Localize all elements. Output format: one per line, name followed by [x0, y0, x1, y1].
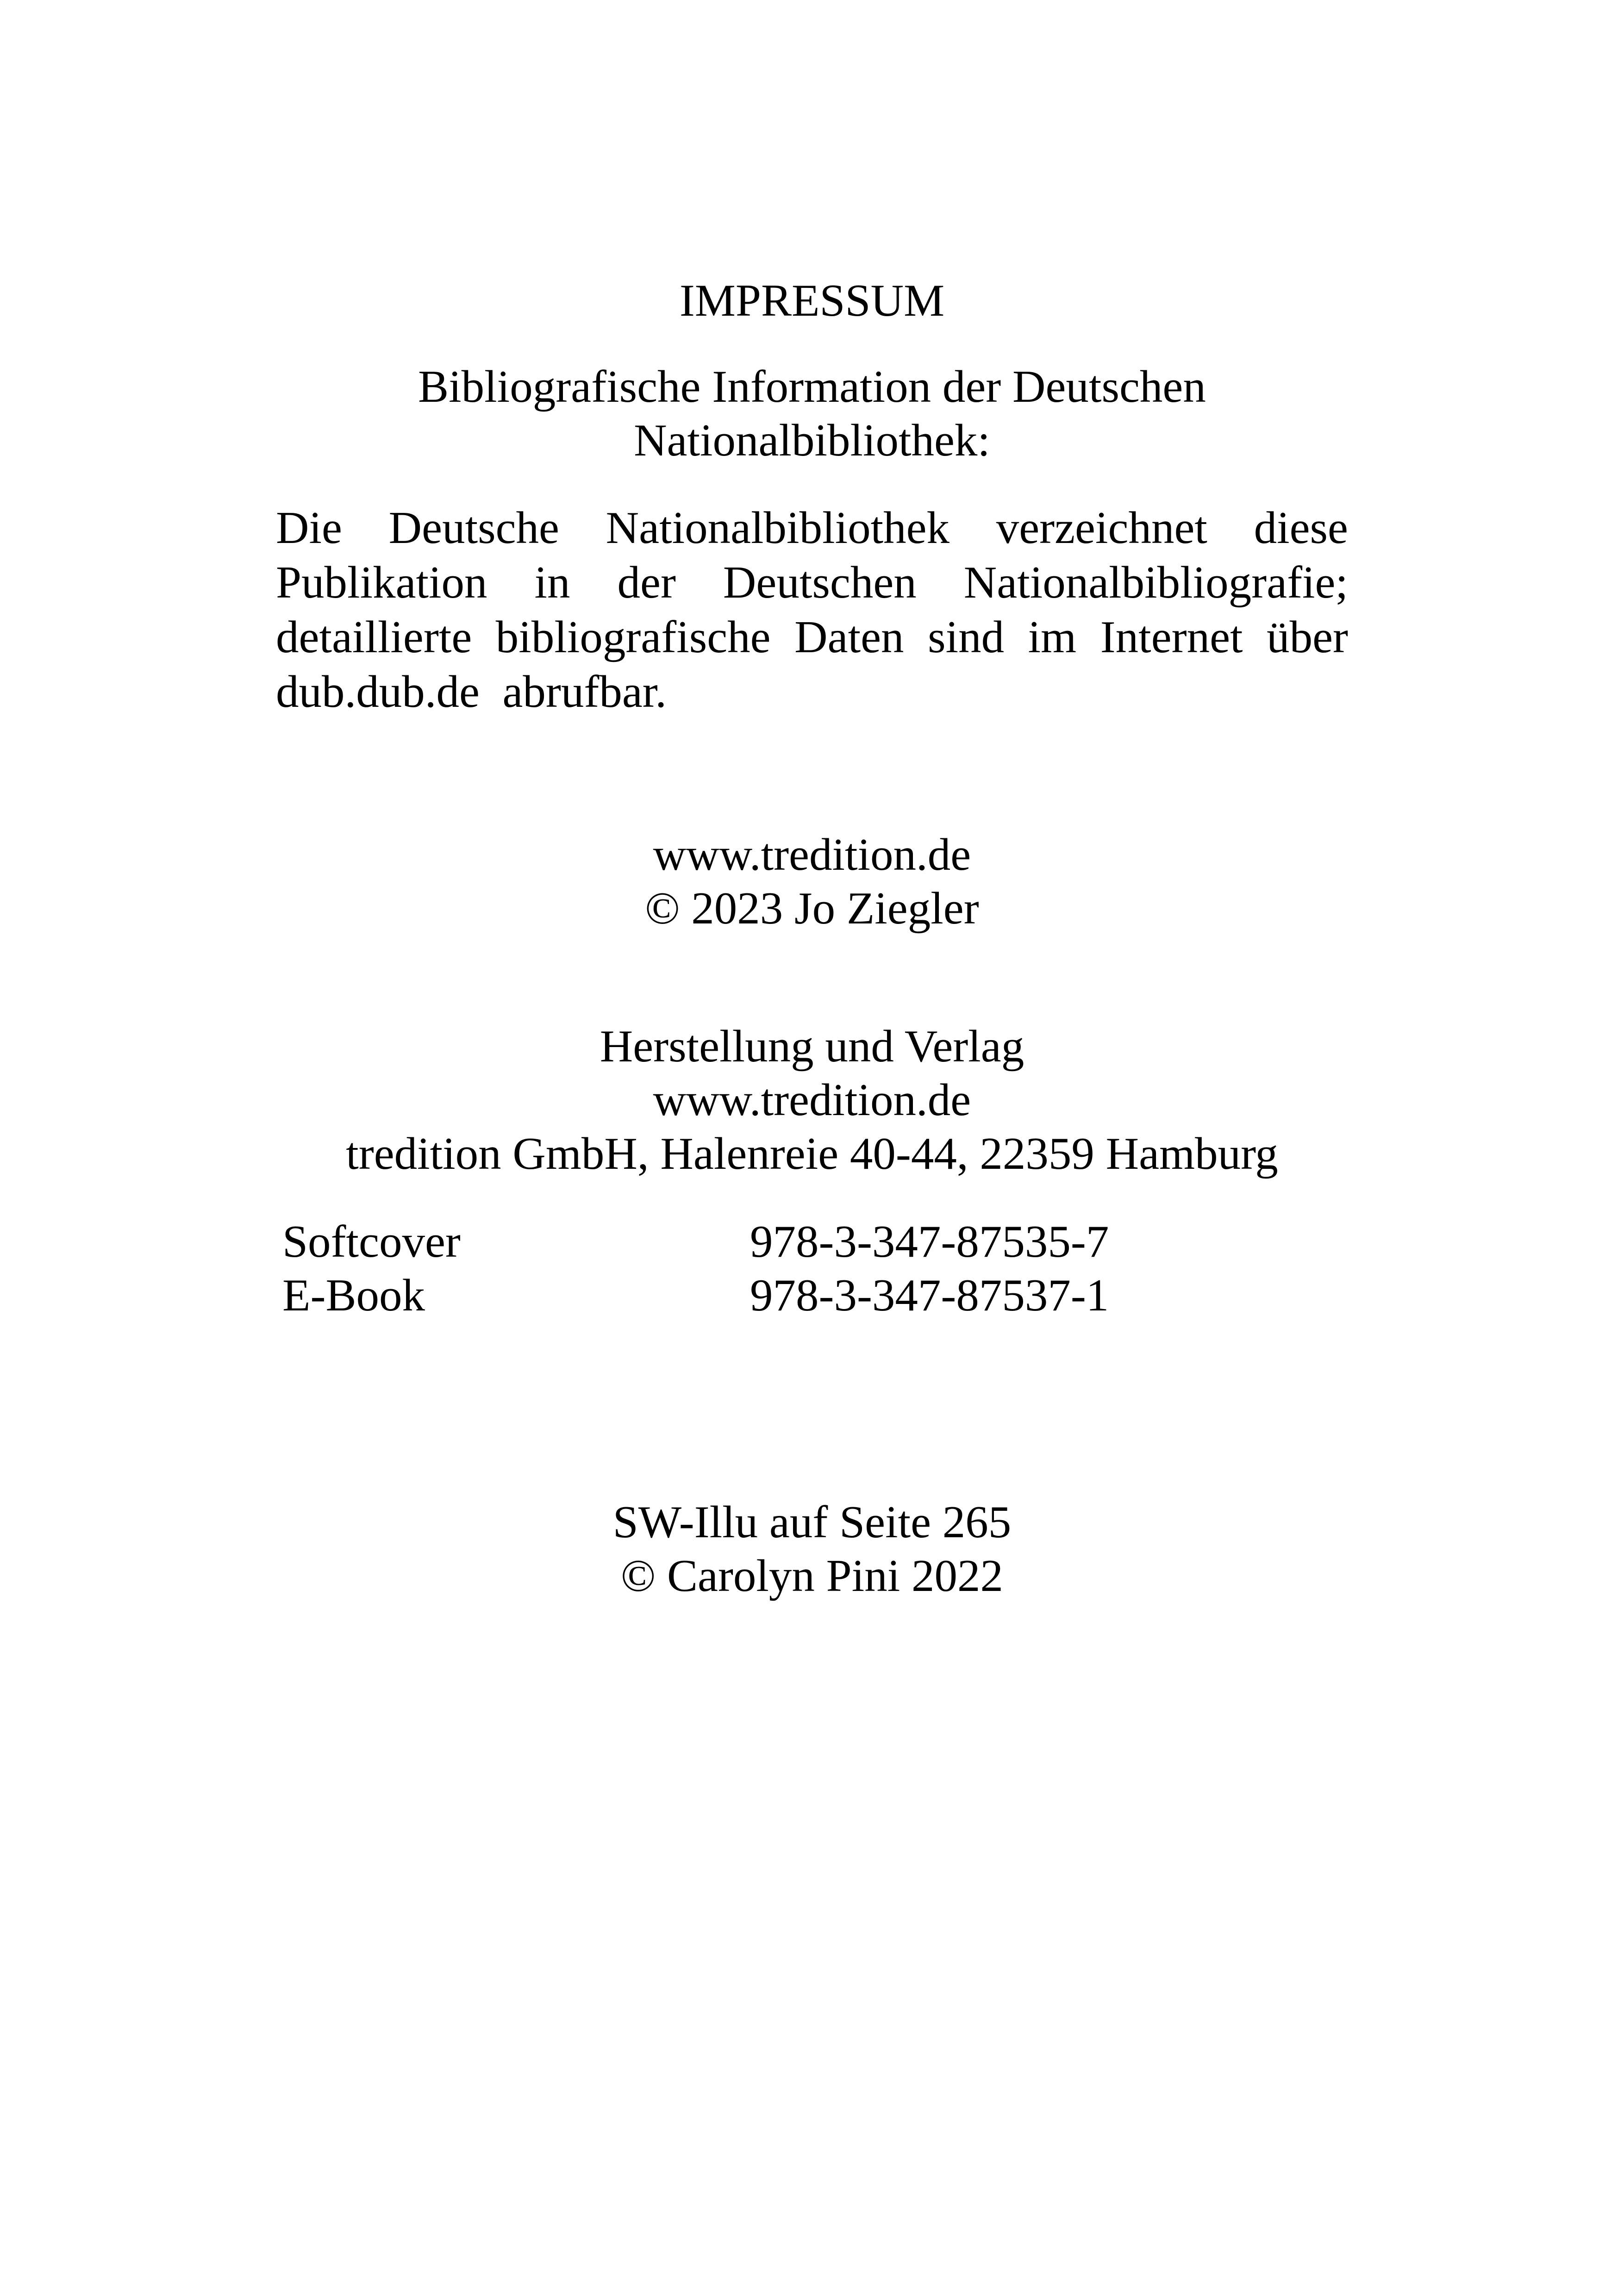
bibliographic-info-title-line: Bibliografische Information der Deutschen [418, 362, 1206, 412]
isbn-format: E-Book [282, 1270, 425, 1321]
author-copyright: © 2023 Jo Ziegler [645, 883, 979, 934]
bibliographic-text-line: Publikation in der Deutschen Nationalbibliografie; [276, 557, 1348, 608]
illustration-credit-block [276, 1496, 1348, 1603]
bibliographic-info-title-line: Nationalbibliothek: [634, 415, 990, 466]
illustrator-copyright: © Carolyn Pini 2022 [621, 1551, 1003, 1601]
production-block [276, 1020, 1348, 1181]
publisher-address: tredition GmbH, Halenreie 40-44, 22359 Hamburg [346, 1129, 1278, 1179]
isbn-row [282, 1215, 1109, 1269]
bibliographic-text-line: dub.dub.de abrufbar. [276, 667, 667, 717]
isbn-row [282, 1269, 1109, 1322]
production-label: Herstellung und Verlag [600, 1021, 1024, 1072]
illustration-credit: SW-Illu auf Seite 265 [612, 1497, 1012, 1547]
isbn-table [282, 1215, 1109, 1322]
bibliographic-info-text [276, 501, 1348, 719]
bibliographic-text-line: detaillierte bibliografische Daten sind im Internet über [276, 612, 1348, 662]
bibliographic-info-title [276, 360, 1348, 468]
isbn-format: Softcover [282, 1216, 461, 1267]
bibliographic-text-line: Die Deutsche Nationalbibliothek verzeichnet diese [276, 503, 1348, 553]
page-title: IMPRESSUM [679, 275, 945, 326]
production-website: www.tredition.de [653, 1075, 971, 1125]
publisher-web-block [276, 828, 1348, 935]
isbn-number: 978-3-347-87537-1 [750, 1270, 1109, 1321]
isbn-number: 978-3-347-87535-7 [750, 1216, 1109, 1267]
publisher-website: www.tredition.de [653, 829, 971, 880]
